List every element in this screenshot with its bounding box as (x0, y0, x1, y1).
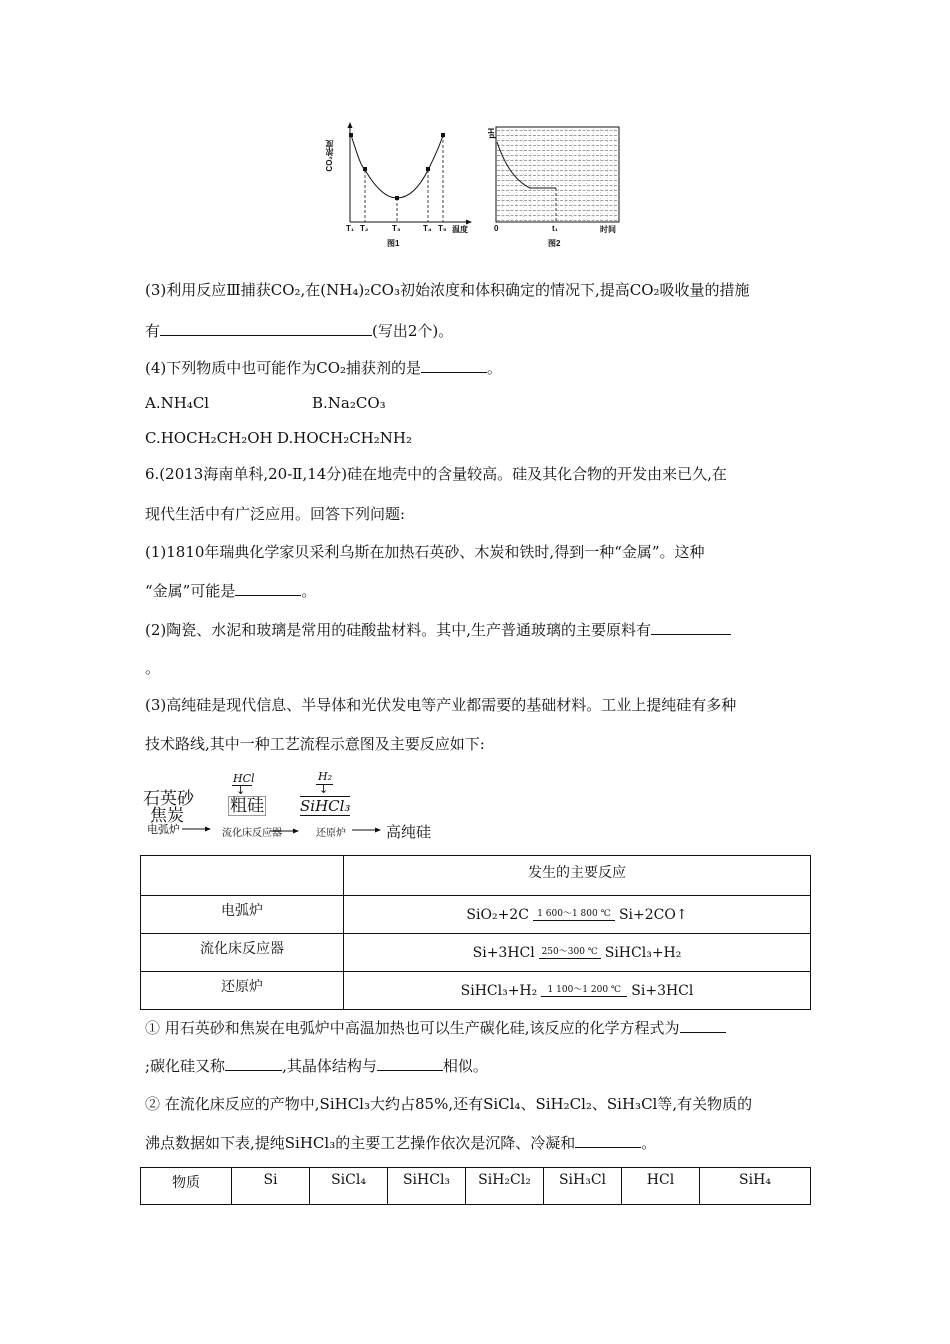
table-header-row (141, 1168, 811, 1205)
q6-title: 6.(2013海南单科,20-Ⅱ,14分)硅在地壳中的含量较高。硅及其化合物的开发由来已久,在 (145, 465, 727, 483)
equation-rhs: Si+3HCl (631, 982, 694, 999)
sub1-text-b: ,其晶体结构与 (282, 1057, 377, 1075)
reaction-condition: 250～300 ℃ (541, 946, 598, 957)
boiling-point-table (140, 1167, 811, 1205)
table-header-sih3cl: SiH₃Cl (544, 1168, 622, 1205)
reaction-condition: 1 600～1 800 ℃ (537, 908, 611, 919)
q6-p1-prefix: “金属”可能是 (145, 582, 236, 600)
fig2-caption: 图2 (548, 239, 561, 248)
figure-2 (488, 120, 628, 255)
q3-line2 (145, 321, 453, 341)
flow-product-sihcl3: SiHCl₃ (300, 797, 351, 815)
equation-lhs: SiO₂+2C (466, 906, 529, 923)
table-row (141, 896, 811, 934)
table-header-reaction: 发生的主要反应 (344, 856, 811, 896)
fig1-tick-t3: T₃ (392, 224, 401, 233)
reaction-condition: 1 100～1 200 ℃ (547, 984, 621, 995)
sub1-text-c: 相似。 (442, 1057, 488, 1075)
q3-line1: (3)利用反应Ⅲ捕获CO₂,在(NH₄)₂CO₃初始浓度和体积确定的情况下,提高CO₂吸收量的措施 (145, 281, 750, 299)
flow-step2-label: 流化床反应器 (222, 828, 282, 839)
process-flow-diagram (140, 768, 460, 840)
data-point (349, 133, 353, 137)
equation-lhs: Si+3HCl (472, 944, 535, 961)
table-cell-equation (344, 934, 811, 972)
flow-reagent-hcl: HCl (233, 772, 255, 785)
fig1-caption: 图1 (387, 239, 400, 248)
sub1-equation-blank[interactable] (680, 1018, 726, 1033)
q6-p3-line2: 技术路线,其中一种工艺流程示意图及主要反应如下: (145, 735, 485, 753)
sub2-text: 沸点数据如下表,提纯SiHCl₃的主要工艺操作依次是沉降、冷凝和 (145, 1134, 576, 1152)
q4-option-a: A.NH₄Cl (145, 394, 210, 412)
table-header-si: Si (232, 1168, 310, 1205)
table-header-sicl4: SiCl₄ (310, 1168, 388, 1205)
q4-stem-text: (4)下列物质中也可能作为CO₂捕获剂的是 (145, 359, 422, 377)
down-arrow-icon: ↓ (236, 784, 246, 797)
table-header-row (141, 856, 811, 896)
table-cell-equation (344, 972, 811, 1010)
flow-step3-label: 还原炉 (316, 828, 346, 839)
q6-p3-line1: (3)高纯硅是现代信息、半导体和光伏发电等产业都需要的基础材料。工业上提纯硅有多种 (145, 696, 737, 714)
fig1-ylabel: CO₂浓度 (325, 140, 334, 172)
flow-arrow-1 (182, 825, 212, 833)
q6-p2-answer-blank[interactable] (651, 620, 731, 635)
sub2-end: 。 (641, 1134, 657, 1152)
sub2-line2 (145, 1133, 656, 1153)
q4-option-b: B.Na₂CO₃ (312, 394, 386, 412)
q4-option-c: C.HOCH₂CH₂OH (145, 429, 273, 447)
q6-p2-line1 (145, 620, 731, 640)
q6-p1-line1: (1)1810年瑞典化学家贝采利乌斯在加热石英砂、木炭和铁时,得到一种“金属”。这种 (145, 543, 705, 561)
q6-p1-answer-blank[interactable] (235, 581, 301, 596)
flow-product-crude-si: 粗硅 (230, 796, 264, 816)
q4-option-d: D.HOCH₂CH₂NH₂ (277, 429, 412, 447)
flow-start-coke: 焦炭 (150, 806, 184, 826)
q6-p2-text: (2)陶瓷、水泥和玻璃是常用的硅酸盐材料。其中,生产普通玻璃的主要原料有 (145, 621, 652, 639)
q6-title-cont: 现代生活中有广泛应用。回答下列问题: (145, 505, 406, 523)
q3-answer-blank[interactable] (160, 321, 372, 336)
fig1-tick-t1: T₁ (346, 224, 355, 233)
fig2-ylabel: pH (487, 128, 496, 139)
figure-1 (322, 120, 482, 255)
flow-arrow-2 (270, 827, 300, 835)
q6-p1-line2 (145, 581, 316, 601)
table-row (141, 934, 811, 972)
fig1-xlabel: 温度 (452, 225, 468, 234)
sub2-operation-blank[interactable] (575, 1133, 641, 1148)
flow-reagent-h2: H₂ (318, 770, 333, 783)
sub1-text: ① 用石英砂和焦炭在电弧炉中高温加热也可以生产碳化硅,该反应的化学方程式为 (145, 1019, 680, 1037)
flow-start-quartz: 石英砂 (143, 789, 194, 809)
q3-suffix: (写出2个)。 (372, 322, 454, 340)
sub1-line1 (145, 1018, 726, 1038)
flow-final-product: 高纯硅 (386, 823, 432, 841)
equation-lhs: SiHCl₃+H₂ (460, 982, 538, 999)
table-header-sih2cl2: SiH₂Cl₂ (466, 1168, 544, 1205)
down-arrow-icon: ↓ (319, 783, 329, 796)
q6-p1-end: 。 (301, 582, 317, 600)
table-row (141, 972, 811, 1010)
flow-step1-label: 电弧炉 (147, 823, 180, 836)
sub1-line2 (145, 1056, 488, 1076)
q4-answer-blank[interactable] (421, 358, 487, 373)
reaction-table (140, 855, 811, 1010)
table-header-sihcl3: SiHCl₃ (388, 1168, 466, 1205)
sub1-structure-blank[interactable] (377, 1056, 443, 1071)
table-cell-name: 还原炉 (141, 972, 344, 1010)
q4-stem (145, 358, 502, 378)
fig1-tick-t4: T₄ (423, 224, 432, 233)
fig1-tick-t2: T₂ (360, 224, 369, 233)
sub1-text-a: ;碳化硅又称 (145, 1057, 226, 1075)
equation-rhs: Si+2CO↑ (618, 906, 688, 923)
flow-arrow-3 (352, 826, 382, 834)
reaction-arrow (539, 947, 601, 959)
fig2-origin: 0 (494, 224, 499, 233)
table-header-hcl: HCl (622, 1168, 700, 1205)
q4-stem-end: 。 (487, 359, 503, 377)
fig2-tick-t1: t₁ (552, 224, 558, 233)
q6-p2-line2: 。 (145, 659, 161, 677)
sub1-name-blank[interactable] (225, 1056, 282, 1071)
table-header-substance: 物质 (141, 1168, 232, 1205)
sub2-line1: ② 在流化床反应的产物中,SiHCl₃大约占85%,还有SiCl₄、SiH₂Cl₂、SiH₃Cl等,有关物质的 (145, 1095, 753, 1113)
reaction-arrow (541, 985, 627, 997)
q3-prefix: 有 (145, 322, 161, 340)
fig1-tick-t5: T₅ (438, 224, 447, 233)
reaction-arrow (533, 909, 615, 921)
table-cell-name: 流化床反应器 (141, 934, 344, 972)
fig2-xlabel: 时间 (600, 225, 616, 234)
equation-rhs: SiHCl₃+H₂ (604, 944, 682, 961)
table-cell-empty (141, 856, 344, 896)
table-cell-equation (344, 896, 811, 934)
table-header-sih4: SiH₄ (700, 1168, 811, 1205)
table-cell-name: 电弧炉 (141, 896, 344, 934)
